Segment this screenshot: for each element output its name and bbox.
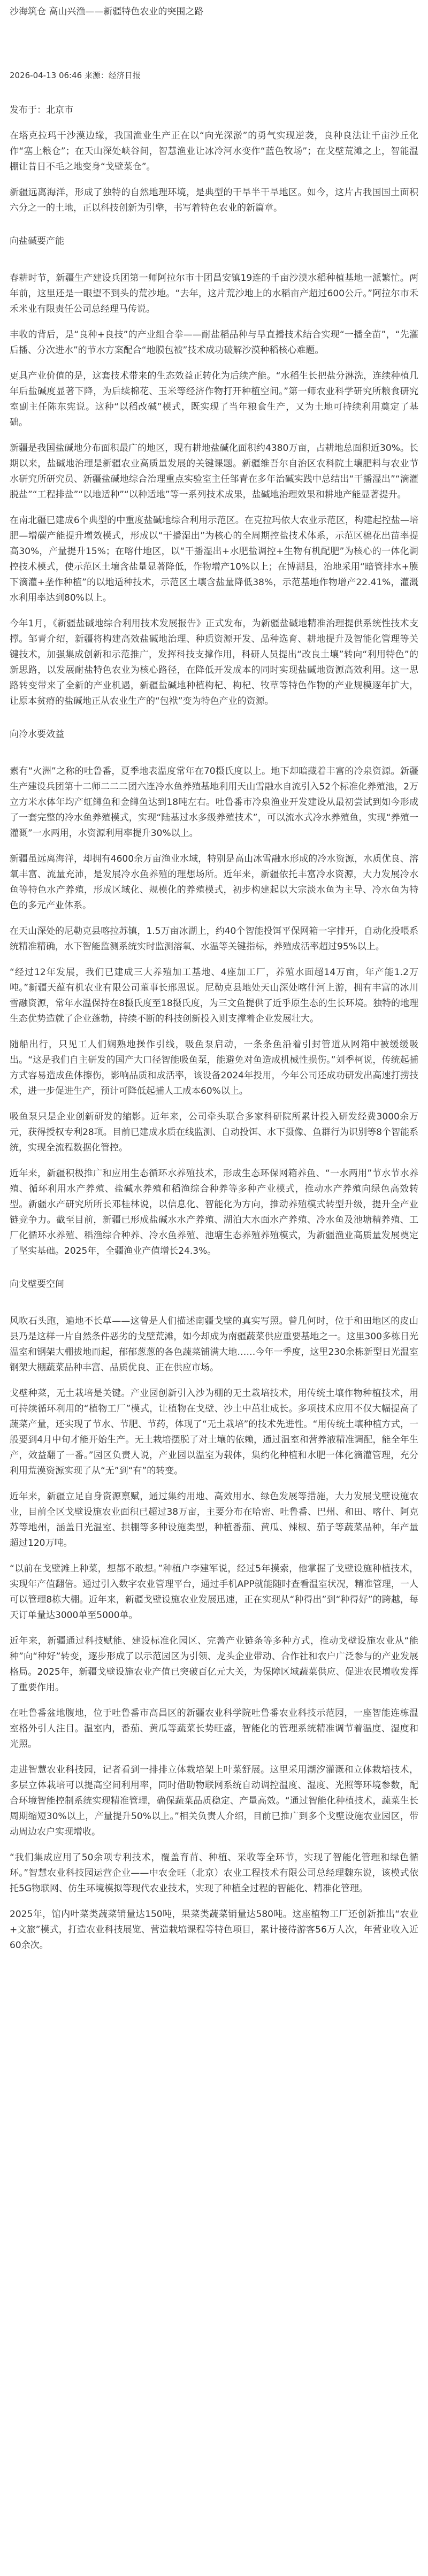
article-paragraph: 素有“火洲”之称的吐鲁番，夏季地表温度常年在70摄氏度以上。地下却暗藏着丰富的冷泉资源。新疆生产建设兵团第十二师二二二团六连冷水鱼养殖基地利用天山雪融水自流引入52个标准化养殖池，2万立方米水体年均产虹鳟鱼和金鳟鱼达到18吨左右。吐鲁番市冷泉渔业开发建设从最初尝试到如今形成了一套完整的冷水鱼养殖模式，实现“陆基过水多级养殖技术”，可以流水式冷水养殖鱼，实现“养殖一灌溉”一水两用，水资源利用率提升30%以上。 [10, 766, 418, 839]
article-paragraph: 在塔克拉玛干沙漠边缘，我国渔业生产正在以“向光深淤”的勇气实现逆袭，良种良法让千亩沙丘化作“塞上粮仓”；在天山深处峡谷间，智慧渔业让冰冷河水变作“蓝色牧场”；在戈壁荒滩之上，智能温棚让昔日不毛之地变身“戈壁菜仓”。 [10, 131, 418, 172]
article-paragraph: 走进智慧农业科技园，记者看到一排排立体栽培架上叶菜舒展。这里采用潮汐灌溉和立体栽培技术，多层立体栽培可以提高空间利用率，同时借助物联网系统自动调控温度、湿度、光照等环境参数，配合环境智能控制系统实现精准管理，确保蔬菜品质稳定、产量高效。“通过智能化种植技术，蔬菜生长周期缩短30%以上，产量提升50%以上。”相关负责人介绍，目前已推广到多个戈壁设施农业园区，带动周边农户实现增收。 [10, 1765, 418, 1837]
article-meta: 2026-04-13 06:46 来源：经济日报 [10, 71, 141, 80]
article-paragraph: 在天山深处的尼勒克县喀拉苏镇，1.5万亩冰湖上，约40个智能投饵平保网箱一字排开，自动化投喂系统精准精确，水下智能监测系统实时监测溶氧、水温等关键指标，养殖成活率超过95%以上。 [10, 926, 418, 952]
article-paragraph: 近年来，新疆积极推广和应用生态循环水养殖技术，形成生态环保网箱养鱼、“一水两用”节水节水养殖、循环利用水产养殖、盐碱水养殖和稻渔综合种养等多种产业模式，推动水产养殖向绿色高效转型。新疆水产研究所所长邓桂林说，以信息化、智能化为方向，推动养殖模式转型升级，提升全产业链竞争力。截至目前，新疆已形成盐碱水水产养殖、湖泊大水面水产养殖、冷水鱼及池塘精养殖、工厂化循环水养殖、稻渔综合种养、冷水鱼养殖、池塘生态养殖养殖模式，为新疆渔业高质量发展奠定了坚实基础。2025年，全疆渔业产值增长24.3%。 [10, 1168, 418, 1256]
section-heading: 向盐碱要产能 [10, 236, 64, 247]
article-paragraph: 更具产业价值的是，这套技术带来的生态效益正转化为后续产能。“水稻生长把盐分淋洗，连续种植几年后盐碱度显著下降，为后续棉花、玉米等经济作物打开种植空间。”第一师农业科学研究所粮食研究室副主任陈东宪说。这种“以稻改碱”模式，既实现了当年粮食生产，又为土地可持续利用奠定了基础。 [10, 371, 418, 428]
article-paragraph: 随船出行，只见工人们娴熟地操作引线，吸鱼泵启动，一条条鱼沿着引封管道从网箱中被缓缓吸出。“这是我们自主研发的国产大口径智能吸鱼泵，能避免对鱼造成机械性损伤。”刘季柯说，传统起捕方式容易造成鱼体擦伤，影响品质和成活率，该设备2024年投用，今年公司还成功研发出高速打捞技术，进一步促进生产，预计可降低起捕人工成本60%以上。 [10, 1039, 418, 1097]
article-paragraph: 近年来，新疆通过科技赋能、建设标准化园区、完善产业链条等多种方式，推动戈壁设施农业从“能种”向“种好”转变，逐步形成了以示范园区为引领、龙头企业带动、合作社和农户广泛参与的产业发展格局。2025年，新疆戈壁设施农业产值已突破百亿元大关，为保障区域蔬菜供应、促进农民增收发挥了重要作用。 [10, 1636, 418, 1693]
section-heading: 向戈壁要空间 [10, 1279, 64, 1290]
article-paragraph: “以前在戈壁滩上种菜，想都不敢想。”种植户李建军说，经过5年摸索，他掌握了戈壁设施种植技术，实现年产值翻倍。通过引入数字农业管理平台，通过手机APP就能随时查看温室状况，精准管理，一人可以管理8栋大棚。近年来，新疆戈壁设施农业发展迅速，正在实现从“种得出”到“种得好”的跨越，每天订单量达3000单至5000单。 [10, 1563, 418, 1621]
article-paragraph: 新疆是我国盐碱地分布面积最广的地区，现有耕地盐碱化面积约4380万亩，占耕地总面积近30%。长期以来，盐碱地治理是新疆农业高质量发展的关键课题。新疆维吾尔自治区农科院土壤肥料与农业节水研究所研究员、新疆盐碱地综合治理重点实验室主任邹青在多年治碱实践中总结出“干播湿出”“滴灌脱盐”“工程排盐”“以地适种”“以种适地”等一系列技术成果，盐碱地治理效果和耕地产能显著提升。 [10, 443, 418, 500]
article-paragraph: “经过12年发展，我们已建成三大养殖加工基地、4座加工厂，养殖水面超14万亩，年产能1.2万吨。”新疆天蕴有机农业有限公司董事长邢恩说。尼勒克县地处天山深处喀什河上游，拥有丰富的冰川雪融资源，常年水温保持在8摄氏度至18摄氏度，为三文鱼提供了近乎原生态的生长环境。独特的地理生态优势造就了企业蓬勃，持续不断的科技创新投入则支撑着企业发展壮大。 [10, 967, 418, 1024]
article-paragraph: “我们集成应用了50余项专利技术，覆盖育苗、种植、采收等全环节，实现了智能化管理和绿色循环。”智慧农业科技园运营企业——中农金旺（北京）农业工程技术有限公司总经理魏东说，该模式依托5G物联网、仿生环境模拟等现代农业技术，实现了种植全过程的智能化、精准化管理。 [10, 1852, 418, 1894]
article-paragraph: 风吹石头跑，遍地不长草——这曾是人们描述南疆戈壁的真实写照。曾几何时，位于和田地区的皮山县乃是这样一片自然条件恶劣的戈壁荒滩，如今却成为南疆蔬菜供应重要基地之一。这里300多栋日光温室和钢架大棚拔地而起，郁郁葱葱的各色蔬菜铺满大地……今年一季度，这里230余栋新型日光温室钢架大棚蔬菜品种丰富、品质优良、正在供应市场。 [10, 1316, 418, 1373]
article-paragraph: 2025年，馆内叶菜类蔬菜销量达150吨，果菜类蔬菜销量达580吨。这座植物工厂还创新推出“农业+文旅”模式，打造农业科技展览、营造栽培课程等特色项目，累计接待游客56万人次，年营业收入近60余次。 [10, 1909, 418, 1951]
article-paragraph: 春耕时节，新疆生产建设兵团第一师阿拉尔市十团昌安镇19连的千亩沙漠水稻种植基地一派繁忙。两年前，这里还是一眼望不到头的荒沙地。“去年，这片荒沙地上的水稻亩产超过600公斤。”阿拉尔市禾禾米业有限责任公司总经理马传说。 [10, 273, 418, 315]
article-paragraph: 新疆远离海洋，形成了独特的自然地理环境，是典型的干旱半干旱地区。如今，这片占我国国土面积六分之一的土地，正以科技创新为引擎，书写着特色农业的新篇章。 [10, 187, 418, 213]
article-paragraph: 吸鱼泵只是企业创新研发的缩影。近年来，公司牵头联合多家科研院所累计投入研发经费3000余万元，获得授权专利28项。目前已建成水质在线监测、自动投饵、水下摄像、鱼群行为识别等8个智能系统，实现全流程数据化管控。 [10, 1111, 418, 1153]
article-paragraph: 丰收的背后，是“良种+良技”的产业组合拳——耐盐稻品种与旱直播技术结合实现“一播全苗”，“先灌后播、分次进水”的节水方案配合“地膜包被”技术成功破解沙漠种稻核心难题。 [10, 329, 418, 356]
section-heading: 向冷水要效益 [10, 729, 64, 740]
article-dateline: 发布于：北京市 [10, 105, 73, 116]
article-paragraph: 戈壁种菜，无土栽培是关键。产业园创新引入沙为棚的无土栽培技术，用传统土壤作物种植技术，用可持续循环利用的“植物工厂”模式，让植物在戈壁、沙土中茁壮成长。多项技术应用不仅大幅提高了蔬菜产量，还实现了节水、节肥、节药，体现了“无土栽培”的技术先进性。“用传统土壤种植方式，一般要到4月中旬才能开始生产。无土栽培摆脱了对土壤的依赖，通过温室和营养液精准调配，能全年生产，效益翻了一番。”园区负责人说，产业园以温室为载体，集约化种植和水肥一体化滴灌管理，充分利用荒漠资源实现了从“无”到“有”的转变。 [10, 1388, 418, 1476]
article-paragraph: 在吐鲁番盆地腹地，位于吐鲁番市高昌区的新疆农业科学院吐鲁番农业科技示范园，一座智能连栋温室格外引人注目。温室内，番茄、黄瓜等蔬菜长势旺盛，智能化的管理系统精准调节着温度、湿度和光照。 [10, 1708, 418, 1750]
article-paragraph: 新疆虽远离海洋，却拥有4600余万亩渔业水域，特别是高山冰雪融水形成的冷水资源，水质优良、溶氧丰富、流量充沛，是发展冷水鱼养殖的理想场所。近年来，新疆依托丰富冷水资源，大力发展冷水鱼等特色水产养殖，形成区域化、规模化的养殖模式，初步构建起以大宗淡水鱼为主导、冷水鱼为特色的多元产业体系。 [10, 854, 418, 911]
article-paragraph: 在南北疆已建成6个典型的中重度盐碱地综合利用示范区。在克拉玛依大农业示范区，构建起控盐—培肥—增碳产能提升增效模式，形成以“干播湿出”为核心的全周期控盐技术体系，示范区棉花出苗率提高30%，产量提升15%；在喀什地区，以“干播湿出+水肥盐调控+生物有机配肥”为核心的一体化调控技术模式，使示范区土壤含盐量显著降低，作物增产10%以上；在博湖县，治地采用“暗管排水+膜下滴灌+垄作种植”的以地适种技术，示范区土壤含盐量降低38%，示范基地作物增产22.41%，灌溉水利用率达到80%以上。 [10, 515, 418, 603]
article-paragraph: 近年来，新疆立足自身资源禀赋，通过集约用地、高效用水、绿色发展等措施，大力发展戈壁设施农业，目前全区戈壁设施农业面积已超过38万亩，主要分布在哈密、吐鲁番、巴州、和田、喀什、阿克苏等地州，涵盖日光温室、拱棚等多种设施类型，种植番茄、黄瓜、辣椒、茄子等蔬菜品种，年产量超过120万吨。 [10, 1491, 418, 1548]
article-paragraph: 今年1月，《新疆盐碱地综合利用技术发展报告》正式发布，为新疆盐碱地精准治理提供系统性技术支撑。邹青介绍，新疆将构建高效盐碱地治理、种质资源开发、品种选育、耕地提升及智能化管理等关键技术，加强集成创新和示范推广，发挥科技支撑作用，科研人员提出“改良土壤”转向“利用特色”的新思路，以发展耐盐特色农业为核心路径，在降低开发成本的同时实现盐碱地资源高效利用。这一思路转变带来了全新的产业机遇，新疆盐碱地种植枸杞、枸杞、牧草等特色作物的产业规模逐年扩大，让原本贫瘠的盐碱地正从农业生产的“包袱”变为特色产业的资源。 [10, 618, 418, 707]
article-title: 沙海筑仓 高山兴渔——新疆特色农业的突围之路 [10, 6, 204, 17]
